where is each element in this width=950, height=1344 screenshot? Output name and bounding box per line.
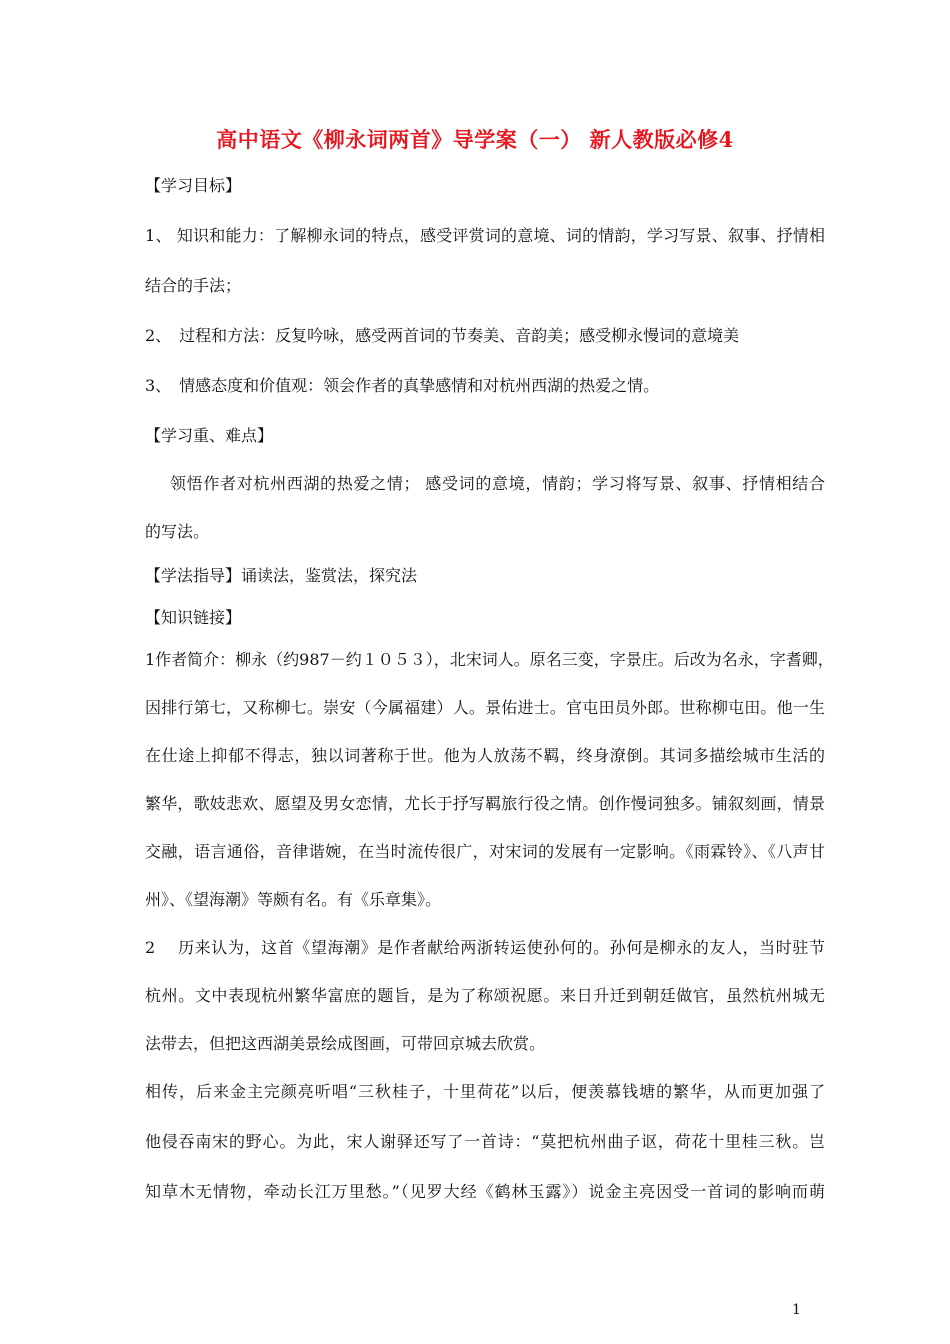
heading-knowledge-link: 【知识链接】 xyxy=(145,608,242,627)
document-title: 高中语文《柳永词两首》导学案（一） 新人教版必修4 xyxy=(216,127,734,152)
paragraph-line: 因排行第七，又称柳七。崇安（今属福建）人。景佑进士。官屯田员外郎。世称柳屯田。他一生 xyxy=(145,698,825,717)
heading-method-guide: 【学法指导】诵读法，鉴赏法，探究法 xyxy=(145,566,418,585)
paragraph-line: 知草木无情物，牵动长江万里愁。”（见罗大经《鹤林玉露》）说金主亮因受一首词的影响而萌 xyxy=(145,1182,825,1201)
paragraph-line: 在仕途上抑郁不得志，独以词著称于世。他为人放荡不羁，终身潦倒。其词多描绘城市生活的 xyxy=(145,746,825,765)
paragraph-line: 2、 过程和方法：反复吟咏，感受两首词的节奏美、音韵美；感受柳永慢词的意境美 xyxy=(145,326,740,345)
paragraph-line: 3、 情感态度和价值观：领会作者的真挚感情和对杭州西湖的热爱之情。 xyxy=(145,376,660,395)
paragraph-line: 2 历来认为，这首《望海潮》是作者献给两浙转运使孙何的。孙何是柳永的友人，当时驻节 xyxy=(145,938,825,957)
heading-learning-goals: 【学习目标】 xyxy=(145,176,242,195)
heading-key-points: 【学习重、难点】 xyxy=(145,426,274,445)
paragraph-line: 交融，语言通俗，音律谐婉，在当时流传很广，对宋词的发展有一定影响。《雨霖铃》、《八声甘 xyxy=(145,842,825,861)
paragraph-line: 繁华，歌妓悲欢、愿望及男女恋情，尤长于抒写羁旅行役之情。创作慢词独多。铺叙刻画，情景 xyxy=(145,794,825,813)
paragraph-line: 法带去，但把这西湖美景绘成图画，可带回京城去欣赏。 xyxy=(145,1034,546,1053)
paragraph-line: 领悟作者对杭州西湖的热爱之情； 感受词的意境，情韵；学习将写景、叙事、抒情相结合 xyxy=(170,474,825,493)
paragraph-line: 1作者简介：柳永（约987－约１０５３），北宋词人。原名三变，字景庄。后改为名永，字耆卿， xyxy=(145,650,834,669)
paragraph-line: 杭州。文中表现杭州繁华富庶的题旨，是为了称颂祝愿。来日升迁到朝廷做官，虽然杭州城无 xyxy=(145,986,825,1005)
paragraph-line: 州》、《望海潮》等颇有名。有《乐章集》。 xyxy=(145,890,442,909)
paragraph-line: 的写法。 xyxy=(145,522,210,541)
page-number: 1 xyxy=(792,1302,801,1318)
paragraph-line: 他侵吞南宋的野心。为此，宋人谢驿还写了一首诗：“莫把杭州曲子讴，荷花十里桂三秋。岂 xyxy=(145,1132,825,1151)
paragraph-line: 相传，后来金主完颜亮听唱“三秋桂子，十里荷花”以后，便羡慕钱塘的繁华，从而更加强了 xyxy=(145,1082,825,1101)
paragraph-line: 结合的手法； xyxy=(145,276,242,295)
paragraph-line: 1、 知识和能力：了解柳永词的特点，感受评赏词的意境、词的情韵，学习写景、叙事、抒情相 xyxy=(145,226,825,245)
